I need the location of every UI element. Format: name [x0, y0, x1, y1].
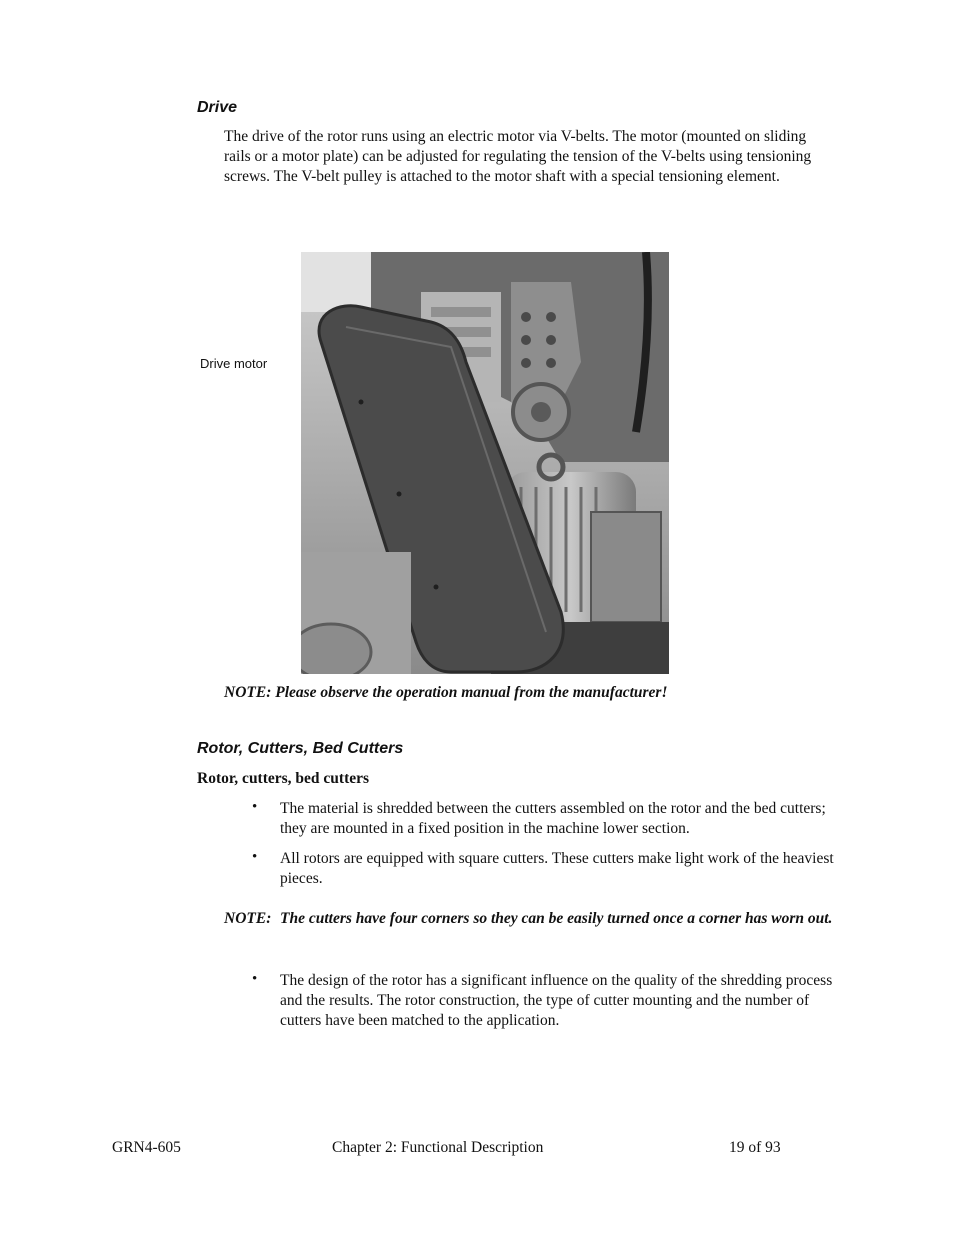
bullet-item	[252, 971, 842, 1031]
rotor-subheading: Rotor, cutters, bed cutters	[197, 770, 370, 787]
rotor-note-label: NOTE:	[224, 910, 272, 927]
figure-callout-drive-motor: Drive motor	[200, 356, 268, 371]
bullet-glyph: •	[252, 971, 258, 987]
section-heading-rotor: Rotor, Cutters, Bed Cutters	[197, 740, 404, 757]
drive-paragraph: The drive of the rotor runs using an electric motor via V-belts. The motor (mounted on sliding rails or a motor plate) can be adjusted for regulating the tension of the V-belts using tensioning screws. The V-belt pulley is attached to the motor shaft with a special tensioning element.	[224, 128, 812, 185]
rotor-note-text: The cutters have four corners so they can be easily turned once a corner has worn out.	[280, 910, 833, 927]
drive-motor-photo	[301, 252, 669, 674]
drive-note: NOTE: Please observe the operation manual from the manufacturer!	[224, 684, 668, 701]
footer-chapter: Chapter 2: Functional Description	[332, 1139, 544, 1156]
bullet-text: All rotors are equipped with square cutters. These cutters make light work of the heaviest pieces.	[280, 850, 834, 887]
section-heading-drive: Drive	[197, 99, 238, 116]
bullet-item	[252, 849, 842, 889]
bullet-glyph: •	[252, 849, 258, 865]
bullet-item	[252, 799, 842, 839]
bullet-text: The material is shredded between the cutters assembled on the rotor and the bed cutters; they are mounted in a fixed position in the machine lower section.	[280, 800, 826, 837]
rotor-note	[224, 909, 834, 929]
footer-doc-id: GRN4-605	[112, 1139, 181, 1156]
bullet-glyph: •	[252, 799, 258, 815]
footer-page-number: 19 of 93	[729, 1139, 781, 1156]
bullet-text: The design of the rotor has a significant influence on the quality of the shredding process and the results. The rotor construction, the type of cutter mounting and the number of cutters have been matched to the application.	[280, 972, 833, 1029]
